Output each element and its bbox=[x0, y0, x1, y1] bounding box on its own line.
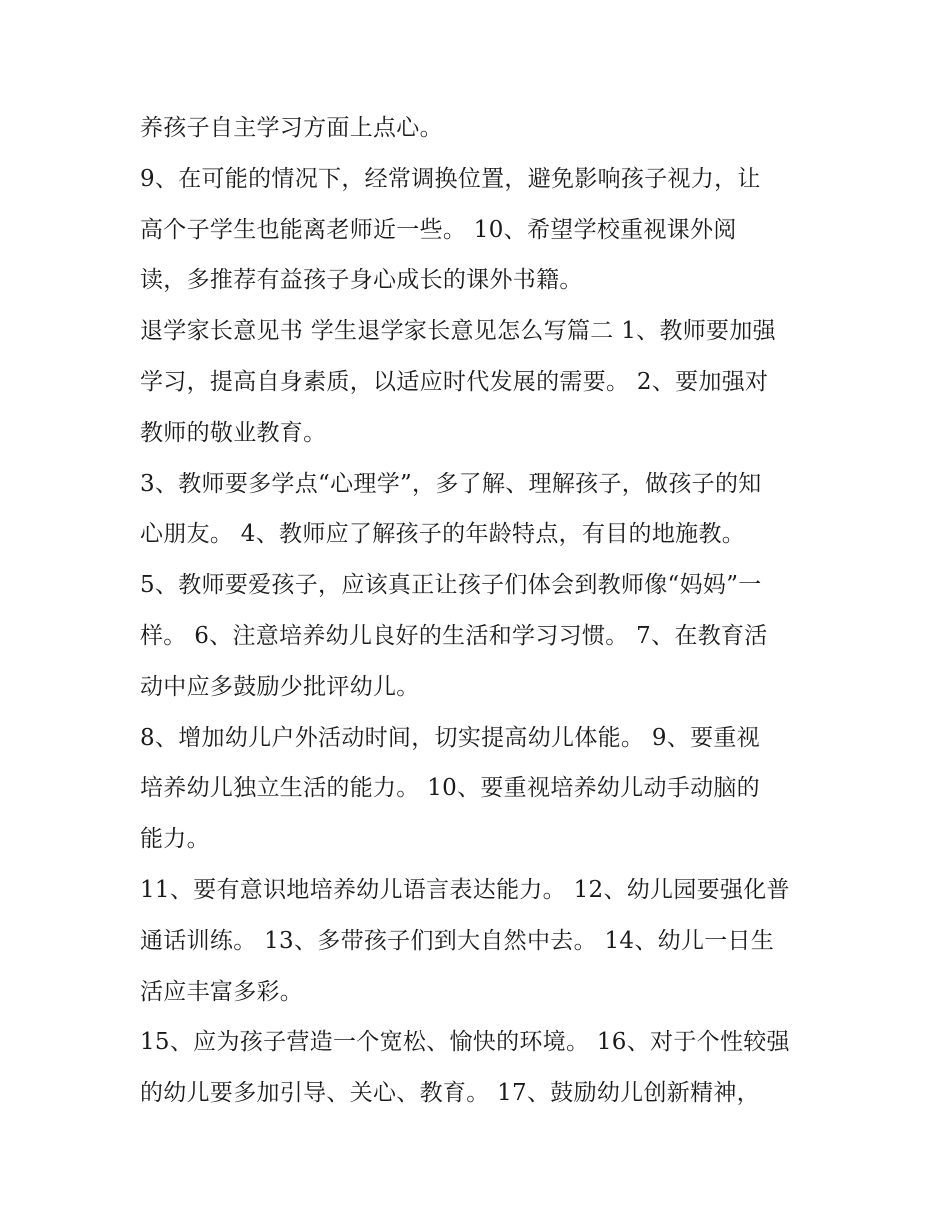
text-line: 能力。 bbox=[140, 826, 210, 853]
text-line: 活应丰富多彩。 bbox=[140, 978, 304, 1005]
document-body bbox=[140, 103, 830, 1119]
text-line: 9、在可能的情况下，经常调换位置，避免影响孩子视力，让 bbox=[140, 165, 761, 192]
text-line: 8、增加幼儿户外活动时间，切实提高幼儿体能。 9、要重视 bbox=[140, 724, 760, 751]
text-line: 高个子学生也能离老师近一些。 10、希望学校重视课外阅 bbox=[140, 216, 737, 243]
text-line: 样。 6、注意培养幼儿良好的生活和学习习惯。 7、在教育活 bbox=[140, 622, 768, 649]
text-line: 11、要有意识地培养幼儿语言表达能力。 12、幼儿园要强化普 bbox=[140, 876, 790, 903]
text-line: 的幼儿要多加引导、关心、教育。 17、鼓励幼儿创新精神， bbox=[140, 1080, 760, 1107]
text-line: 培养幼儿独立生活的能力。 10、要重视培养幼儿动手动脑的 bbox=[140, 775, 760, 802]
text-line: 心朋友。 4、教师应了解孩子的年龄特点，有目的地施教。 bbox=[140, 521, 746, 548]
text-line: 学习，提高自身素质，以适应时代发展的需要。 2、要加强对 bbox=[140, 368, 769, 395]
text-line: 通话训练。 13、多带孩子们到大自然中去。 14、幼儿一日生 bbox=[140, 927, 775, 954]
text-line: 养孩子自主学习方面上点心。 bbox=[140, 115, 443, 141]
text-line: 退学家长意见书 学生退学家长意见怎么写篇二 1、教师要加强 bbox=[140, 318, 776, 345]
text-line: 5、教师要爱孩子，应该真正让孩子们体会到教师像“妈妈”一 bbox=[140, 572, 762, 599]
text-line: 3、教师要多学点“心理学”，多了解、理解孩子，做孩子的知 bbox=[140, 470, 762, 497]
text-line: 动中应多鼓励少批评幼儿。 bbox=[140, 673, 420, 700]
text-line: 教师的敬业教育。 bbox=[140, 419, 327, 446]
text-line: 读，多推荐有益孩子身心成长的课外书籍。 bbox=[140, 267, 583, 294]
text-line: 15、应为孩子营造一个宽松、愉快的环境。 16、对于个性较强 bbox=[140, 1029, 790, 1056]
